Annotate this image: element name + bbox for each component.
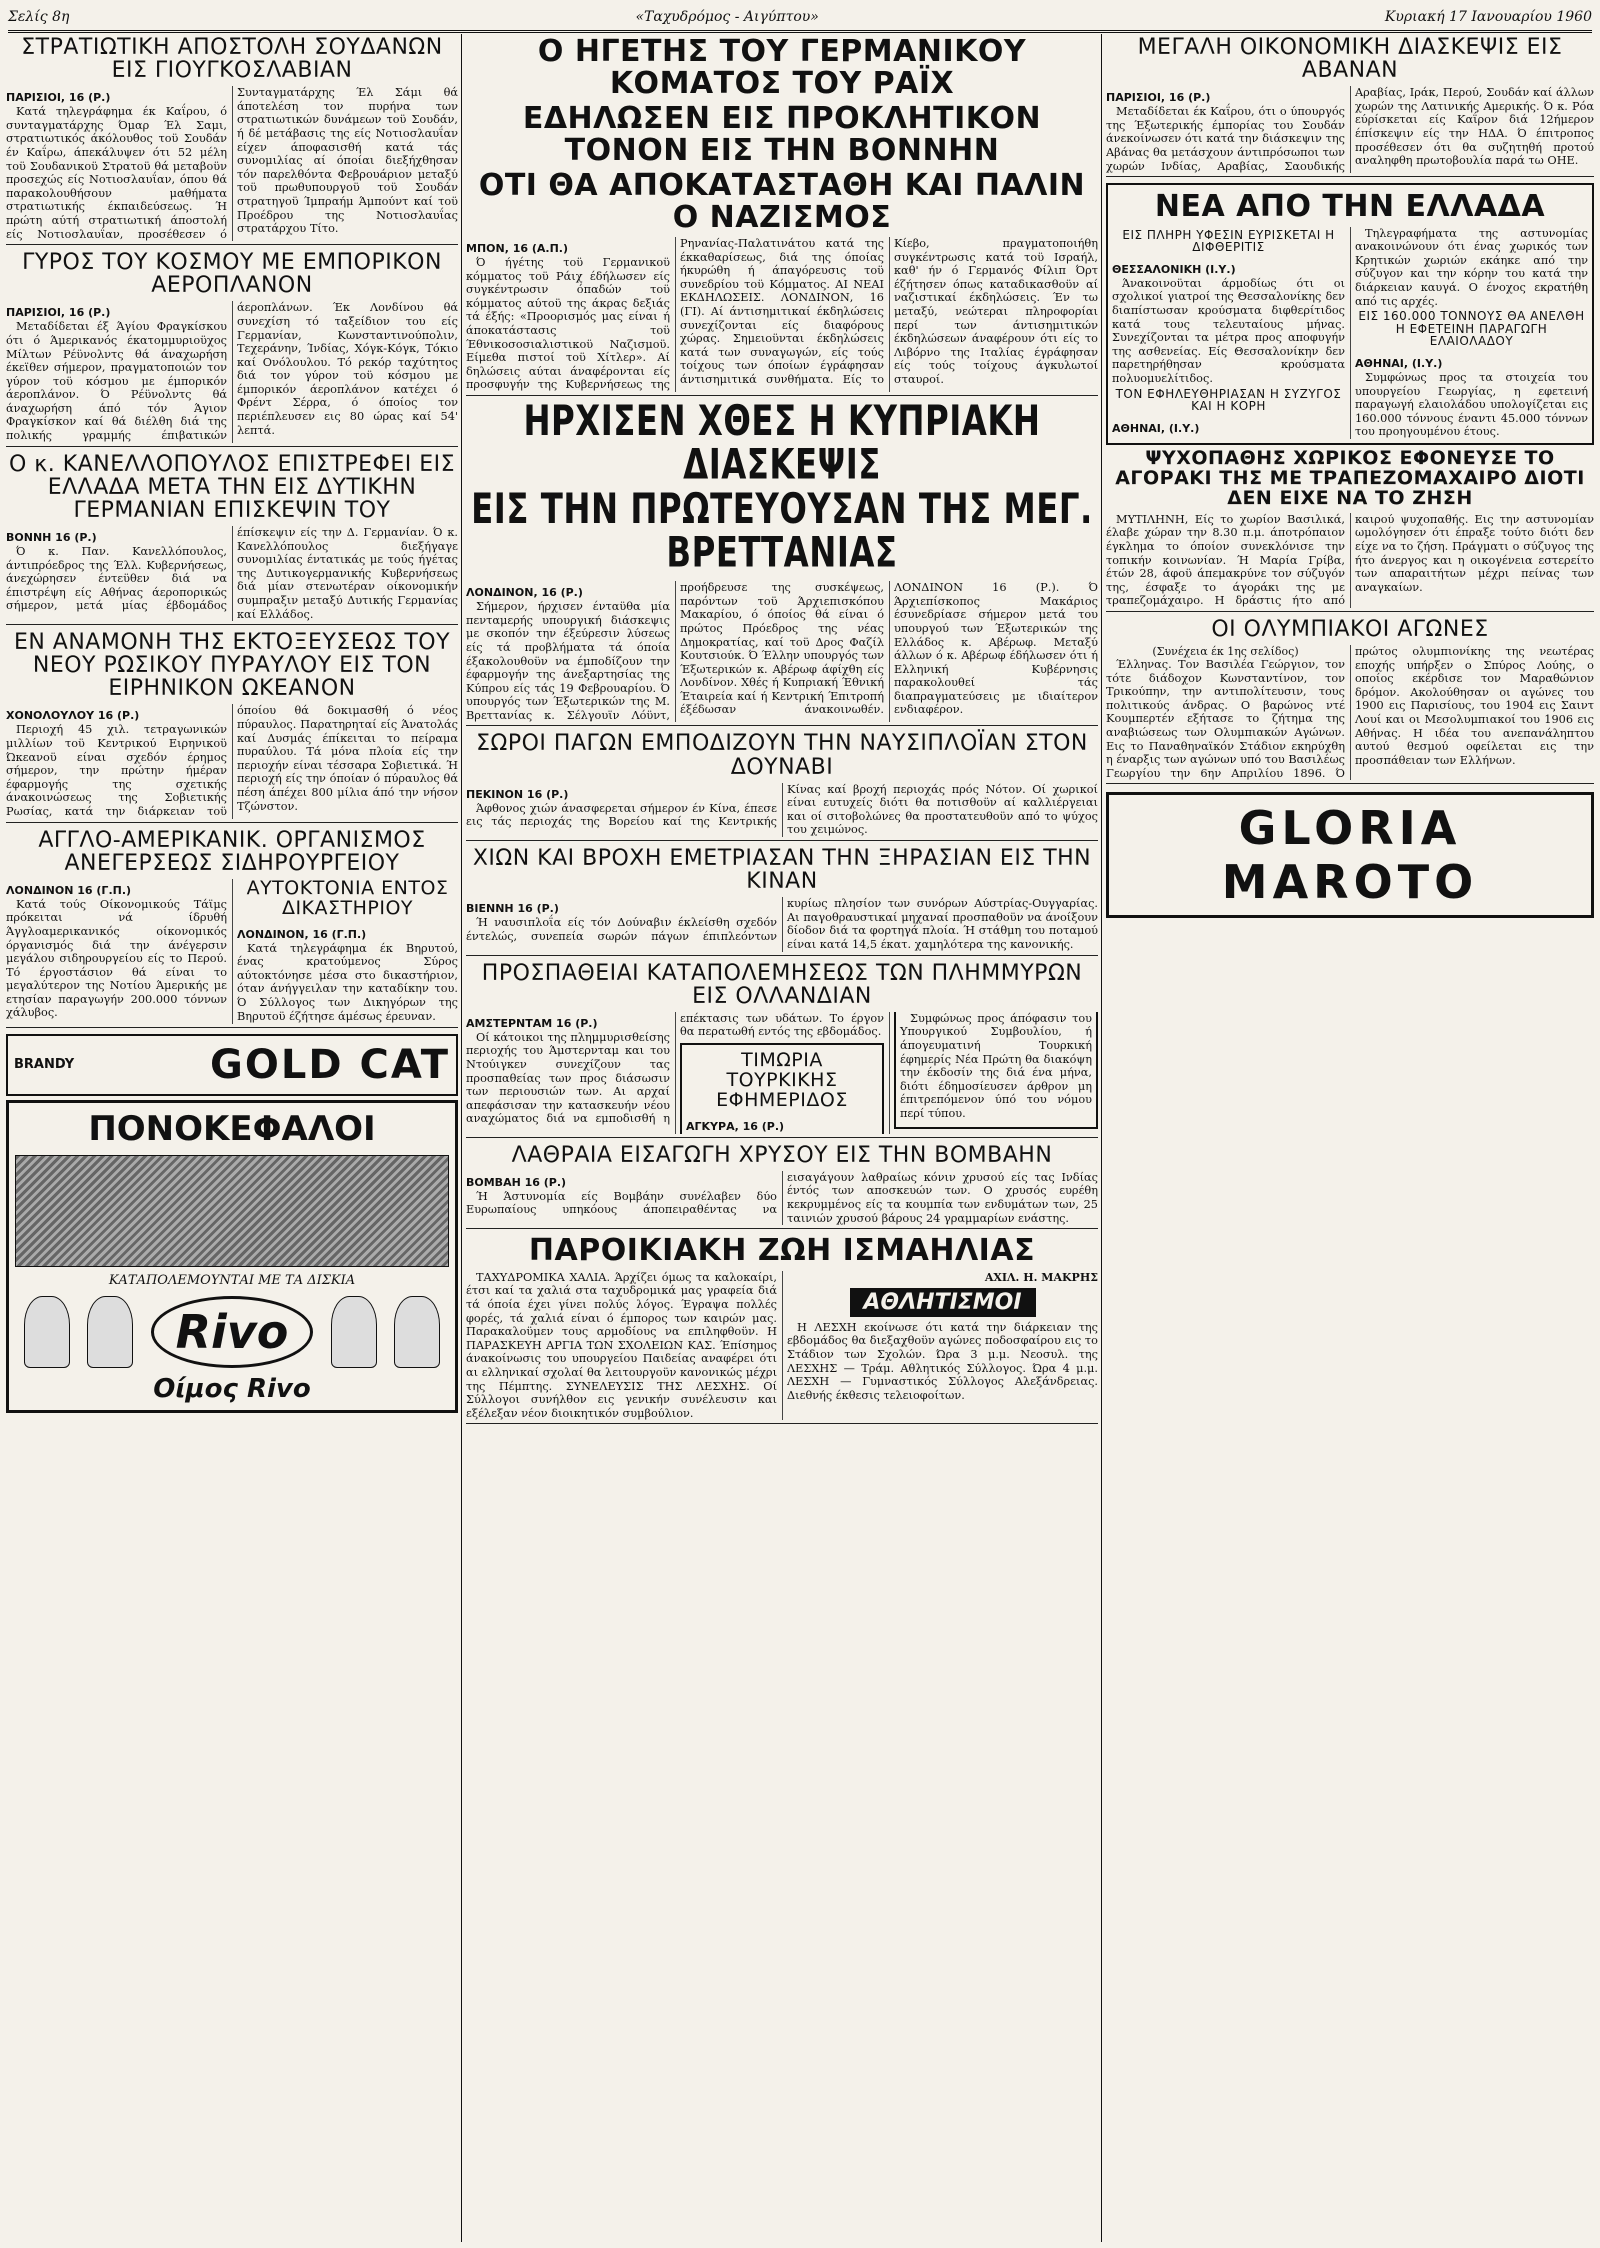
ad-title: ΠΟΝΟΚΕΦΑΛΟΙ [88, 1108, 376, 1149]
section-label: ΑΘΛΗΤΙΣΜΟΙ [850, 1288, 1036, 1317]
article-body: Κατά τηλεγράφημα έκ Βηρυτού, ένας κρατούμενος Σύρος αύτοκτόνησε μέσα στο δικαστήριον, όταν άνήγγειλαν την καταδίκην του. Ό Σύλλογος των Δικηγόρων της Βηρυτοϋ έζήτησε άμέσως έρευναν. [237, 941, 458, 1023]
article-body: Η ΛΕΣΧΗ εκοίνωσε ότι κατά την διάρκειαν της εβδομάδος θα διεξαχθοϋν αγώνες ποδοσφαίρου εις το Στάδιον των Σχολών. Ώρα 3 μ.μ. Νεοσυλ. της ΛΕΣΧΗΣ — Τράμ. Αθλητικός Σύλλογος. Ώρα 4 μ.μ. ΛΕΣΧΗ — Γυμναστικός Σύλλογος Αλεξάνδρειας. Διεθνής έκθεσις τελειοφοίτων. [787, 1320, 1098, 1402]
article-body: Άνακοινοϋται άρμοδίως ότι οι σχολικοί γιατροί της Θεσσαλονίκης δεν διαπίστωσαν κρούσματα διφθερίτιδος κατά τους τελευταίους μήνας. Συνεχίζονται τα μέτρα προς αποφυγήν της ασθενείας. Είς Θεσσαλονίκην δεν παρετηρήθησαν κρούσματα πολυομυελίτιδος. [1112, 276, 1345, 385]
article-body: Κατά τούς Οίκονομικούς Τάϊμς πρόκειται νά ίδρυθή Άγγλοαμερικανικός οίκονομικός όργανισμός διά την άνέγερσιν μεγάλου σιδηρουργείου είς το Περού. Τό έργοστάσιον θά είναι το μεγαλύτερον της Νοτίου Άμερικής με ετησίαν παραγωγήν 200.000 τόννων χάλυβος. [6, 897, 227, 1020]
headline-line: ΕΔΗΛΩΣΕΝ ΕΙΣ ΠΡΟΚΛΗΤΙΚΟΝ ΤΟΝΟΝ ΕΙΣ ΤΗΝ ΒΟΝΝΗΝ [522, 101, 1042, 168]
headline: ΧΙΩΝ ΚΑΙ ΒΡΟΧΗ ΕΜΕΤΡΙΑΣΑΝ ΤΗΝ ΞΗΡΑΣΙΑΝ ΕΙΣ ΤΗΝ ΚΙΝΑΝ [472, 846, 1092, 895]
ad-tagline: ΚΑΤΑΠΟΛΕΜΟΥΝΤΑΙ ΜΕ ΤΑ ΔΙΣΚΙΑ [108, 1272, 356, 1288]
headline: ΕΝ ΑΝΑΜΟΝΗ ΤΗΣ ΕΚΤΟΞΕΥΣΕΩΣ ΤΟΥ ΝΕΟΥ ΡΩΣΙΚΟΥ ΠΥΡΑΥΛΟΥ ΕΙΣ ΤΟΝ ΕΙΡΗΝΙΚΟΝ ΩΚΕΑΝΟΝ [13, 630, 451, 702]
article-cyprus-conference [466, 397, 1098, 727]
dateline: ΜΠΟΝ, 16 (Α.Π.) [466, 242, 568, 255]
center-column [466, 34, 1098, 2242]
dateline: ΛΟΝΔΙΝΟΝ 16 (Γ.Π.) [6, 883, 132, 897]
dateline: ΒΟΜΒΑΗ 16 (Ρ.) [466, 1175, 567, 1189]
dateline: ΠΑΡΙΣΙΟΙ, 16 (Ρ.) [6, 306, 111, 320]
article-steelworks [6, 829, 458, 1028]
article-gold-smuggling [466, 1144, 1098, 1229]
dateline: ΒΟΝΝΗ 16 (Ρ.) [6, 530, 97, 544]
article-body: Ή ναυσιπλοΐα είς τόν Δούναβιν έκλείσθη σχεδόν έντελώς, συνεπεία σωρών πάγων έπιπλεόντων κυρίως πλησίον των συνόρων Αύστρίας-Ουγγαρίας. Αι παγοθραυστικαί μηχαναί προσπαθοϋν να άνοίξουν δίοδον διά τα φορτηγά πλοία. Ή στάθμη του ποταμού είναι κατά 14,5 έκατ. χαμηλότερα της κανονικής. [466, 897, 1098, 951]
article-body: Άφθονος χιών άνασφερεται σήμερον έν Κίνα, έπεσε εις τάς περιοχάς της Βορείου καί της Κεντρικής Κίνας καί βροχή περιοχάς πρός Νότον. Οί χωρικοί είναι ευτυχείς διότι θα ποτισθοϋν αί καλλιέργειαι και οί σιτοβολώνες θα προστατευθοϋν από το ψύχος του χειμώνος. [466, 782, 1098, 837]
subheadline: ΕΙΣ 160.000 ΤΟΝΝΟΥΣ ΘΑ ΑΝΕΛΘΗ Η ΕΦΕΤΕΙΝΗ ΠΑΡΑΓΩΓΗ ΕΛΑΙΟΛΑΔΟΥ [1358, 309, 1585, 349]
headline: ΟΙ ΟΛΥΜΠΙΑΚΟΙ ΑΓΩΝΕΣ [1211, 616, 1489, 642]
ad-product: Rivo [151, 1296, 314, 1368]
article-body: Τηλεγραφήματα της αστυνομίας ανακοινώνουν ότι ένας χωρικός των Κρητικών χωριών εκάηκε από την σύζυγον και την κόρην του κατά την διάρκειαν καυγά. Ο ένοχος εκρατήθη από τις αρχές. [1355, 226, 1588, 308]
article-body: ΤΑΧΥΔΡΟΜΙΚΑ ΧΑΛΙΑ. Άρχίζει όμως τα καλοκαίρι, έτσι καί τα χαλιά στα ταχυδρομικά μας γραφεία διά τά όποία έχει γίνει πολύς λόγος. Έγραψα πολλές φορές, τά χαλιά είναι ό έμπορος των καιρών μας. Παρακαλοϋμεν τους αρμοδίους να επιληφθοϋν. Η ΠΑΡΑΣΚΕΥΗ ΑΡΓΙΑ ΤΩΝ ΣΧΟΛΕΙΩΝ ΚΑΣ. Έπίσημος άνακοίνωσις του υπουργείου Παιδείας αναφέρει ότι αι ελληνικαί σχολαί θα λειτουργοϋν κανονικώς μέχρι της Πέμπτης. ΣΥΝΕΛΕΥΣΙΣ ΤΗΣ ΛΕΣΧΗΣ. Οί Σύλλογοι συνήλθον εις γενικήν συνέλευσιν και εξέλεξαν νέον διοικητικόν συμβούλιον. [466, 1270, 777, 1420]
article-world-tour [6, 251, 458, 447]
ad-footer: Οίμος Rivo [153, 1373, 311, 1404]
article-body: Συμφώνως προς άπόφασιν του Υπουργικού Συμβουλίου, ή άπογευματινή Τουρκική έφημερίς Νέα Πρώτη θα διακόψη την έκδοσίν της διά ένα μήνα, διότι έδημοσίευσεν άρθρον μη έπιτρεπόμενον ύπό του νόμου περί τύπου. [900, 1011, 1092, 1120]
article-soviet-rocket [6, 631, 458, 822]
headline: Ο κ. ΚΑΝΕΛΛΟΠΟΥΛΟΣ ΕΠΙΣΤΡΕΦΕΙ ΕΙΣ ΕΛΛΑΔΑ ΜΕΤΑ ΤΗΝ ΕΙΣ ΔΥΤΙΚΗΝ ΓΕΡΜΑΝΙΑΝ ΕΠΙΣΚΕΨΙΝ ΤΟΥ [9, 451, 455, 523]
headline: ΠΑΡΟΙΚΙΑΚΗ ΖΩΗ ΙΣΜΑΗΛΙΑΣ [528, 1233, 1036, 1269]
dateline: ΛΟΝΔΙΝΟΝ, 16 (Ρ.) [466, 586, 583, 600]
issue-date: Κυριακή 17 Ιανουαρίου 1960 [1384, 9, 1592, 25]
figure-icon [24, 1296, 70, 1368]
figure-icon [331, 1296, 377, 1368]
figure-icon [394, 1296, 440, 1368]
dateline: ΑΜΣΤΕΡΝΤΑΜ 16 (Ρ.) [466, 1016, 598, 1030]
article-havana [1106, 36, 1594, 177]
headline: ΓΥΡΟΣ ΤΟΥ ΚΟΣΜΟΥ ΜΕ ΕΜΠΟΡΙΚΟΝ ΑΕΡΟΠΛΑΝΟΝ [22, 250, 442, 299]
article-ismailia [466, 1235, 1098, 1424]
ad-rivo [6, 1100, 458, 1413]
dateline: ΑΘΗΝΑΙ, (Ι.Υ.) [1355, 357, 1443, 370]
article-body: Οί κάτοικοι της πλημμυρισθείσης περιοχής του Άμστερνταμ και του Ντούιγκεν συνεχίζουν τας προσπαθείας των προς διάσωσιν των περιουσιών των. Αι αρχαί απεφάσισαν την κατασκευήν νέου αναχώματος διά να εμποδισθή η επέκτασις των υδάτων. Το έργον θα περατωθή εντός της εβδομάδος. [466, 1011, 884, 1126]
dateline: ΛΟΝΔΙΝΟΝ, 16 (Γ.Π.) [237, 927, 367, 941]
article-body: Κατά τηλεγράφημα έκ Καΐρου, ό συνταγματάρχης Όμαρ Έλ Σαμι, στρατιωτικός άκόλουθος τοϋ Σουδάν έν Καΐρω, άπεκάλυψεν ότι 52 μέλη τοϋ Σουδανικοϋ Στρατοϋ θά μεταβοϋν προσεχώς είς Νοτιοσλαυΐαν, όπου θά παρακολουθήσουν μαθήματα στρατιωτικής έκπαιδεύσεως. Ή πρώτη αύτή στρατιωτική άποστολή είς Νοτιοσλαυΐαν, προσέθεσεν ό Συνταγματάρχης Έλ Σάμι θά άποτελέση τον πυρήνα των στρατιωτικών δυνάμεων τοϋ Σουδάν, ή δέ μετάβασις της είς Νοτιοσλαυΐαν είχεν άποφασισθή κατά τάς συνομιλίας αί όποίαι διεξήχθησαν τόν παρελθόντα Φεβρουάριον μεταξύ τοϋ πρωθυπουργοϋ τοϋ Σουδάν στρατηγοϋ Ίμπραήμ Άμπούντ καί τοϋ Προέδρου της Νοτιοσλαυΐας στρατάρχου Τίτο. [6, 86, 458, 241]
article-sudan-mission [6, 36, 458, 245]
article-mytilene [1106, 446, 1594, 612]
column-rule [1101, 34, 1102, 2242]
headline-line: ΟΤΙ ΘΑ ΑΠΟΚΑΤΑΣΤΑΘΗ ΚΑΙ ΠΑΛΙΝ Ο ΝΑΖΙΣΜΟΣ [478, 168, 1086, 235]
dateline: ΠΑΡΙΣΙΟΙ, 16 (Ρ.) [6, 91, 111, 105]
article-body: Ή Άστυνομία είς Βομβάην συνέλαβεν δύο Ευρωπαίους υπηκόους άποπειραθέντας να εισαγάγουν λαθραίως κόνιν χρυσού είς τας Ινδίας έντός των αποσκευών των. Ο χρυσός ευρέθη κεκρυμμένος είς τα κουμπία των ενδυμάτων των, 25 ταινιών χρυσού βάρους 24 γραμμαρίων ενάστης. [466, 1170, 1098, 1225]
article-body: Ό ήγέτης τοϋ Γερμανικοϋ κόμματος τοϋ Ράιχ έδήλωσεν είς συγκέντρωσιν όπαδών τοϋ κόμματος αύτοϋ της άκρας δεξιάς τά έξής: «Προορισμός μας είναι ή άποκατάστασις τοϋ Έθνικοσοσιαλιστικοϋ Ναζισμοϋ. Είμεθα πιστοί τοϋ Χίτλερ». Αί δηλώσεις αύται άναφέρονται είς προσφυγήν της Κυβερνήσεως της Ρηνανίας-Παλατινάτου κατά της έκκαθαρίσεως, διά της όποίας ήκυρώθη ή άπαγόρευσις τοϋ συνεδρίου τοϋ Κόμματος. ΑΙ ΝΕΑΙ ΕΚΔΗΛΩΣΕΙΣ. ΛΟΝΔΙΝΟΝ, 16 (ΓΙ). Αί άντισημιτικαί έκδηλώσεις συνεχίζονται είς διαφόρους χώρας. Σημειοϋνται έκδηλώσεις κατά των συναγωγών, είς τούς τοίχους των όποίων έγράφησαν άντισημιτικά συνθήματα. Είς το Κίεβο, πραγματοποιήθη συγκέντρωσις κατά τοϋ Ισραήλ, καθ' ήν ό Γερμανός Φίλιπ Όρτ έζήτησεν όπως καταδικασθοϋν αί ναζιστικαί έκδηλώσεις. Έν τω μεταξύ, νεώτεραι πληροφορίαι περί των άντισημιτικών έκδηλώσεων άναφέρουν ότι είς το Λιβόρνο της Ιταλίας έγράφησαν είς τούς τοίχους άγκυλωτοί σταυροί. [466, 237, 1098, 392]
subheadline: ΕΙΣ ΠΛΗΡΗ ΥΦΕΣΙΝ ΕΥΡΙΣΚΕΤΑΙ Η ΔΙΦΘΕΡΙΤΙΣ [1122, 227, 1335, 255]
headline-line: Ο ΗΓΕΤΗΣ ΤΟΥ ΓΕΡΜΑΝΙΚΟΥ ΚΟΜΑΤΟΣ ΤΟΥ ΡΑΪΧ [537, 34, 1027, 101]
ad-name: GOLD CAT [210, 1041, 450, 1088]
continuation-note: (Συνέχεια έκ 1ης σελίδος) [1152, 645, 1299, 659]
headline: ΑΥΤΟΚΤΟΝΙΑ ΕΝΤΟΣ ΔΙΚΑΣΤΗΡΙΟΥ [246, 876, 449, 919]
paper-name: «Ταχυδρόμος - Αιγύπτου» [635, 9, 819, 25]
article-body: Ό κ. Παν. Κανελλόπουλος, άντιπρόεδρος της Έλλ. Κυβερνήσεως, άνεχώρησεν έντεϋθεν διά να έπιστρέψη είς Αθήνας άεροπορικώς σήμερον, μετά μίας έβδομάδος έπίσκεψιν είς την Δ. Γερμανίαν. Ό κ. Κανελλόπουλος διεξήγαγε συνομιλίας έντατικάς με τούς ήγέτας της Δυτικογερμανικής Κυβερνήσεως διά μίαν στενωτέραν οίκονομικήν συμπραξιν μεταξύ Δυτικής Γερμανίας καί Ελλάδος. [6, 525, 458, 621]
article-body: Μεταδίδεται έξ Άγίου Φραγκίσκου ότι ό Άμερικανός έκατομμυριοϋχος Μίλτων Ρέϋνολντς θά άναχωρήση έκεϊθεν σήμερον, πραγματοποιών τον γύρον τοϋ κόσμου με έμπορικόν άεροπλάνον. Ό Ρέϋνολντς θά άναχωρήση άπό τόν Άγιον Φραγκίσκον καί θά διέλθη διά της πολικής γραμμής έπιβατικών άεροπλάνων. Έκ Λονδίνου θά συνεχίση τό ταξείδιον του είς Γερμανίαν, Κωνσταντινούπολιν, Τεχεράνην, Ίνδίας, Χόγκ-Κόγκ, Τόκιο καί Ονόλουλου. Τό ρεκόρ ταχύτητος διά τον γύρον τοϋ κόσμου με έμπορικόν άεροπλάνον κατέχει ό Φρέντ Σέρρα, ό όποίος τον περιέπλευσεν εις 80 ώρας καί 54' λεπτά. [6, 301, 458, 443]
dateline: ΘΕΣΣΑΛΟΝΙΚΗ (Ι.Υ.) [1112, 262, 1236, 276]
page-number: Σελίς 8η [8, 9, 70, 25]
article-body: Συμφώνως προς τα στοιχεία του υπουργείου Γεωργίας, η εφετεινή παραγωγή ελαιολάδου υπολογίζεται εις 160.000 τόννους έναντι 45.000 τόννων του προηγουμένου έτους. [1355, 371, 1588, 439]
article-danube-ice [466, 732, 1098, 841]
headline: ΑΓΓΛΟ-ΑΜΕΡΙΚΑΝΙΚ. ΟΡΓΑΝΙΣΜΟΣ ΑΝΕΓΕΡΣΕΩΣ ΣΙΔΗΡΟΥΡΓΕΙΟΥ [38, 827, 426, 876]
article-body: Περιοχή 45 χιλ. τετραγωνικών μιλλίων τοϋ Κεντρικού Ειρηνικοϋ Ώκεανοϋ είναι σχεδόν έρημος σήμερον, την πρώτην ήμέραν έφαρμογής της σχετικής άνακοινώσεως της Σοβιετικής Ρωσίας, κατά την διάρκειαν τοϋ όποίου θά δοκιμασθή ό νέος πύραυλος. Παρατηρηταί είς Άνατολάς καί Δυσμάς έπίκειται το πείραμα πυραύλου. Τά μόνα πλοία είς την περιοχήν είναι τέσσαρα Σοβιετικά. Ή περιοχή είς την όποίαν ό πύραυλος θά πέση άπέχει 800 μίλια άπό την νήσον Τζώνστον. [6, 704, 458, 818]
ad-gloria-maroto: GLORIA MAROTO [1106, 792, 1594, 918]
article-body: Σήμερον, ήρχισεν ένταϋθα μία πενταμερής υπουργική διάσκεψις με σκοπόν την έξεύρεσιν λύσεως είς τά προβλήματα τά όποία έξακολουθοϋν να έμποδίζουν την έφαρμογήν της άνεξαρτησίας της Κύπρου είς τάς 19 Φεβρουαρίου. Ό υπουργός των Έξωτερικών της Μ. Βρεττανίας κ. Σέλγουϊν Λόϋντ, προήδρευσε της συσκέψεως, παρόντων τοϋ Άρχιεπισκόπου Μακαρίου, ό όποίος θά είναι ό πρώτος Πρόεδρος της νέας Δημοκρατίας, καί τοϋ Δρος Φαζίλ Κουτσιούκ. Ό Έλλην υπουργός των Έξωτερικών κ. Αβέρωφ άφίχθη είς Λονδίνον. Χθές ή Κυπριακή Έθνική Έταιρεία καί ή Κεντρική Έπιτροπή έξέδωσαν άνακοινωθέν. ΛΟΝΔΙΝΟΝ 16 (Ρ.). Ό Άρχιεπίσκοπος Μακάριος έσυνεδρίασε σήμερον μετά του υπουργού των Έξωτερικών της Ελλάδος κ. Αβέρωφ. Μεταξύ άλλων ό κ. Αβέρωφ έδήλωσεν ότι ή Ελληνική Κυβέρνησις παρακολουθεί τάς διαπραγματεύσεις με ιδιαίτερον ενδιαφέρον. [466, 581, 1098, 722]
headline: ΨΥΧΟΠΑΘΗΣ ΧΩΡΙΚΟΣ ΕΦΟΝΕΥΣΕ ΤΟ ΑΓΟΡΑΚΙ ΤΗΣ ΜΕ ΤΡΑΠΕΖΟΜΑΧΑΙΡΟ ΔΙΟΤΙ ΔΕΝ ΕΙΧΕ ΝΑ ΤΟ ΖΗΣΗ [1115, 446, 1585, 509]
dateline: ΑΓΚΥΡΑ, 16 (Ρ.) [686, 1119, 785, 1133]
dateline: ΠΕΚΙΝΟΝ 16 (Ρ.) [466, 787, 569, 801]
dateline: ΒΙΕΝΝΗ 16 (Ρ.) [466, 902, 559, 916]
article-body: Έλληνας. Τον Βασιλέα Γεώργιον, τον τότε διάδοχον Κωνσταντίνον, τον Τρικούπην, την αντιπολίτευσιν, τους πολιτικούς άνδρας. Ο βαρώνος ντέ Κουμπερτέν εξήτασε το ζήτημα της αναβιώσεως των Ολυμπιακών Αγώνων. Εις το Παναθηναϊκόν Στάδιον εκηρύχθη η έναρξις των αγώνων υπό του Βασιλέως Γεωργίου την 6ην Απριλίου 1896. Ό πρώτος ολυμπιονίκης της νεωτέρας εποχής υπήρξεν ο Σπύρος Λούης, ο οποίος εκέρδισε τον Μαραθώνιον δρόμον. Ακολούθησαν οι αγώνες του 1900 εις Παρισίους, του 1904 εις Σαιντ Λουί και οι Μεσολυμπιακοί του 1906 εις Αθήνας. Η ιδέα του ανεπανάληπτου αυτού θεσμού οφείλεται εις την προσπάθειαν των Ελλήνων. [1106, 645, 1594, 780]
figure-icon [87, 1296, 133, 1368]
column-rule [461, 34, 462, 2242]
headline: ΤΙΜΩΡΙΑ ΤΟΥΡΚΙΚΗΣ ΕΦΗΜΕΡΙΔΟΣ [716, 1048, 848, 1111]
article-olympics [1106, 618, 1594, 784]
headline: ΝΕΑ ΑΠΟ ΤΗΝ ΕΛΛΑΔΑ [1154, 189, 1546, 225]
ad-illustration [15, 1155, 449, 1267]
headline: ΣΩΡΟΙ ΠΑΓΩΝ ΕΜΠΟΔΙΖΟΥΝ ΤΗΝ ΝΑΥΣΙΠΛΟΪΑΝ ΣΤΟΝ ΔΟΥΝΑΒΙ [476, 731, 1088, 780]
signature: ΑΧΙΛ. Η. ΜΑΚΡΗΣ [984, 1270, 1098, 1284]
article-holland-floods [466, 962, 1098, 1138]
right-column [1106, 34, 1594, 2242]
article-kanellopoulos [6, 453, 458, 625]
article-body: ΜΥΤΙΛΗΝΗ, Είς το χωρίον Βασιλικά, έλαβε χώραν την 8.30 π.μ. άποτρόπαιον έγκλημα το όποίον συνεκλόνισε την τοπικήν κοινωνίαν. Ή Μαρία Γρίβα, έτών 28, άφοϋ άπεμακρύνε τον σύζυγόν της, έσφαξε το άγοράκι της με τραπεζομάχαιρο. Η δράστις ήτο από καιρού ψυχοπαθής. Εις την αστυνομίαν ωμολόγησεν ότι έπραξε τούτο διότι δεν είχε να το ζήση. Πράγματι ο σύζυγος της ήτο άνεργος και η οικογένεια εστερείτο των απαραιτήτων μέχρι πείνας των αναγκαίων. [1106, 512, 1594, 608]
left-column [6, 34, 458, 2242]
subheadline: ΤΟΝ ΕΦΗΛΕΥΘΗΡΙΑΣΑΝ Η ΣΥΖΥΓΟΣ ΚΑΙ Η ΚΟΡΗ [1115, 386, 1342, 414]
article-body: Μεταδίδεται έκ Καΐρου, ότι ο ύπουργός της Έξωτερικής έμπορίας του Σουδάν άνεκοίνωσεν ότι κατά την διάσκεψιν της Αβάνας θα μετάσχουν άντιπρόσωποι των χωρών Ινδίας, Αραβίας, Σαουδικής Αραβίας, Ιράκ, Περού, Σουδάν καί άλλων χωρών της Λατινικής Αμερικής. Ό κ. Ρόα εύρίσκεται είς Καΐρον διά 12ήμερον έπίσκεψιν είς την ΗΔΑ. Ό έπιτροπος προσέθεσεν ότι θα συζητηθή προτού αναληφθη πρωτοβουλία παρά τω ΟΗΕ. [1106, 86, 1594, 173]
dateline: ΑΘΗΝΑΙ, (Ι.Υ.) [1112, 421, 1200, 435]
dateline: ΠΑΡΙΣΙΟΙ, 16 (Ρ.) [1106, 91, 1211, 105]
masthead [8, 4, 1592, 33]
article-china-snow [466, 847, 1098, 956]
headline: ΠΡΟΣΠΑΘΕΙΑΙ ΚΑΤΑΠΟΛΕΜΗΣΕΩΣ ΤΩΝ ΠΛΗΜΜΥΡΩΝ ΕΙΣ ΟΛΛΑΝΔΙΑΝ [481, 960, 1083, 1009]
headline-line: ΕΙΣ ΤΗΝ ΠΡΩΤΕΥΟΥΣΑΝ ΤΗΣ ΜΕΓ. ΒΡΕΤΤΑΝΙΑΣ [471, 485, 1093, 577]
headline-line: ΗΡΧΙΣΕΝ ΧΘΕΣ Η ΚΥΠΡΙΑΚΗ ΔΙΑΣΚΕΨΙΣ [523, 397, 1041, 489]
ad-brand: BRANDY [14, 1057, 75, 1073]
article-lead-nazism [466, 36, 1098, 396]
dateline: ΧΟΝΟΛΟΥΛΟΥ 16 (Ρ.) [6, 709, 140, 723]
headline: ΛΑΘΡΑΙΑ ΕΙΣΑΓΩΓΗ ΧΡΥΣΟΥ ΕΙΣ ΤΗΝ ΒΟΜΒΑΗΝ [511, 1142, 1053, 1168]
ad-gold-cat [6, 1034, 458, 1096]
news-from-greece [1106, 183, 1594, 445]
headline: ΣΤΡΑΤΙΩΤΙΚΗ ΑΠΟΣΤΟΛΗ ΣΟΥΔΑΝΩΝ ΕΙΣ ΓΙΟΥΓΚΟΣΛΑΒΙΑΝ [21, 35, 443, 84]
headline: ΜΕΓΑΛΗ ΟΙΚΟΝΟΜΙΚΗ ΔΙΑΣΚΕΨΙΣ ΕΙΣ ΑΒΑΝΑΝ [1137, 35, 1563, 84]
